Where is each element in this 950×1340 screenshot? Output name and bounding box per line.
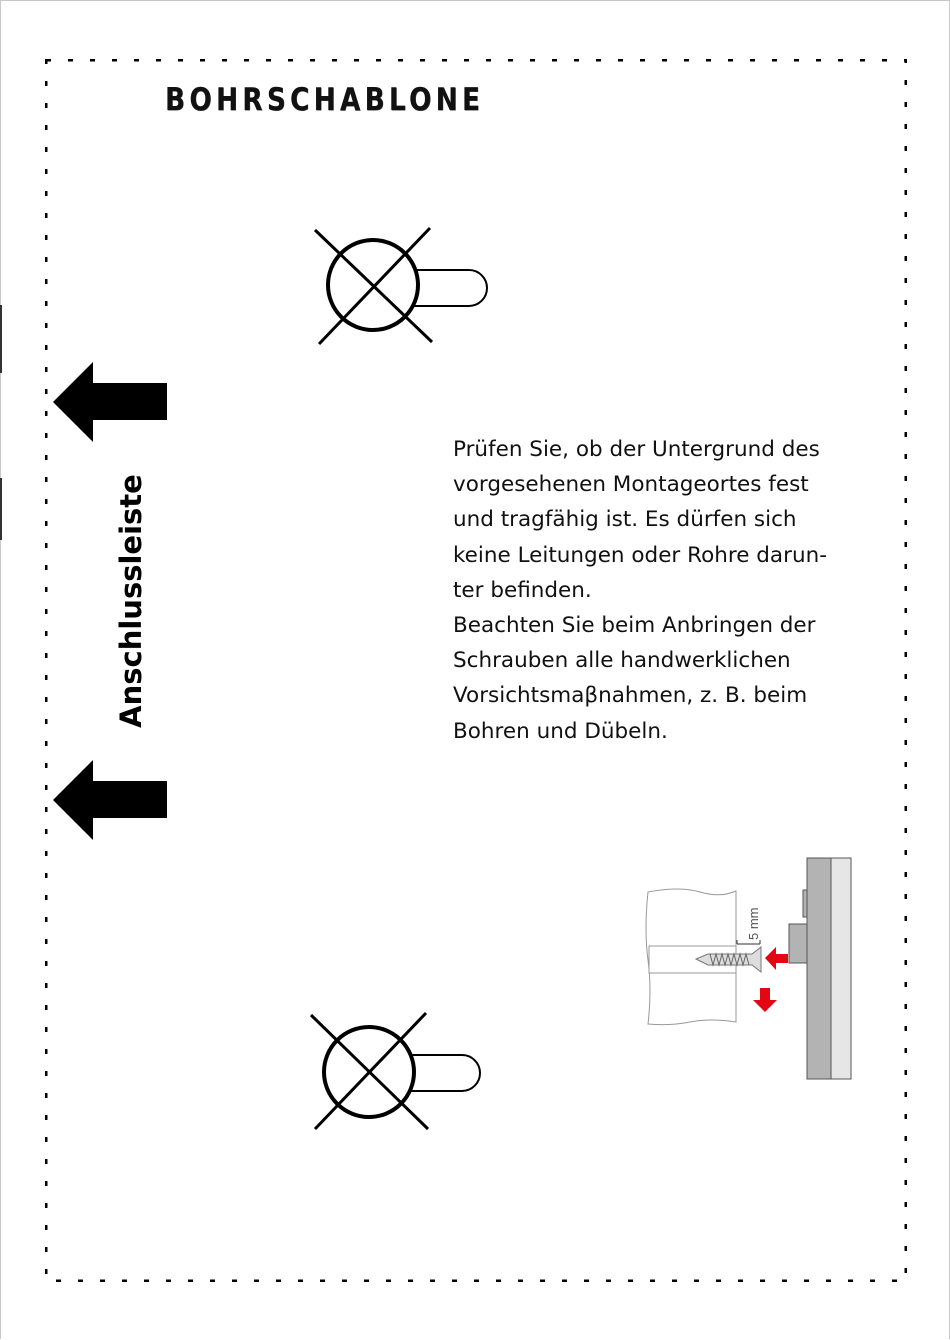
instruction-line: Prüfen Sie, ob der Untergrund des [453, 437, 820, 462]
arrow-down-red-icon [753, 988, 777, 1012]
instruction-line: Schrauben alle handwerklichen [453, 648, 791, 674]
instructions-text [453, 432, 827, 749]
instruction-line: Bohren und Dübeln. [453, 718, 668, 744]
side-mark [0, 478, 2, 540]
instruction-line: und tragfähig ist. Es dürfen sich [453, 507, 797, 533]
arrow-left-icon [53, 760, 168, 841]
instruction-line: Vorsichtsmaβnahmen, z. B. beim [453, 683, 808, 709]
page-title: BOHRSCHABLONE [165, 82, 485, 118]
drill-hole-marker-icon [310, 222, 492, 350]
dimension-label: 5 mm [746, 907, 761, 940]
connection-strip-label: Anschlussleiste [114, 474, 148, 728]
instruction-line: keine Leitungen oder Rohre darun- [453, 542, 827, 568]
instruction-line: ter befinden. [453, 577, 592, 603]
instruction-line: Beachten Sie beim Anbringen der [453, 613, 816, 639]
arrow-left-red-icon [765, 947, 788, 970]
drill-hole-marker-icon [306, 1009, 488, 1137]
instruction-line: vorgesehenen Montageortes fest [453, 472, 809, 498]
side-mark [0, 305, 2, 373]
screw-mounting-diagram [630, 850, 870, 1090]
arrow-left-icon [53, 362, 168, 443]
